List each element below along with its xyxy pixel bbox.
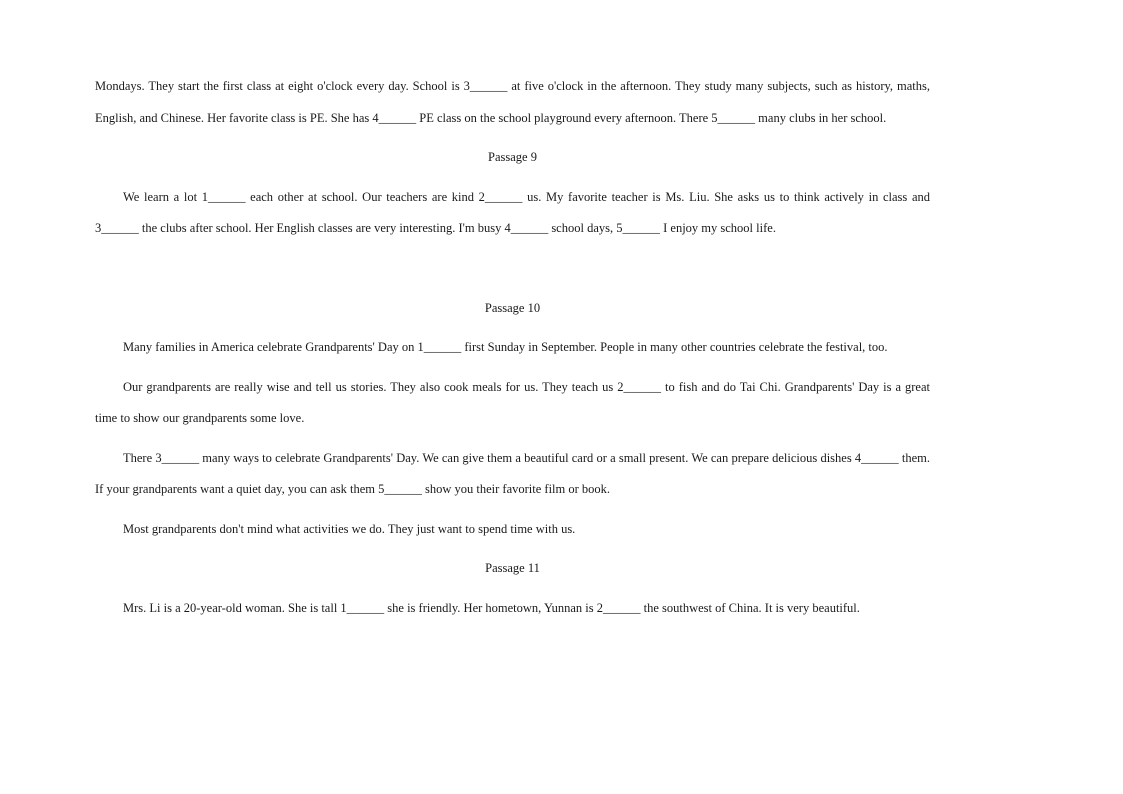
passage-9-paragraph-1: We learn a lot 1______ each other at school. Our teachers are kind 2______ us. My favorite teacher is Ms. Liu. She asks us to think actively in class and 3______ the clubs after school. Her English classes are very interesting. I'm busy 4______ school days, 5______ I enjoy my school life. [95, 189, 930, 235]
passage-9-title: Passage 9 [488, 150, 537, 164]
passage-11-paragraph-1: Mrs. Li is a 20-year-old woman. She is tall 1______ she is friendly. Her hometown, Yunnan is 2______ the southwest of China. It is very beautiful. [123, 600, 860, 615]
section-spacer [95, 253, 930, 293]
passage-11-title: Passage 11 [485, 561, 540, 575]
passage-10-paragraph-2: Our grandparents are really wise and tell us stories. They also cook meals for us. They teach us 2______ to fish and do Tai Chi. Grandparents' Day is a great time to show our grandparents some love. [95, 379, 930, 425]
passage-10-paragraph-1: Many families in America celebrate Grandparents' Day on 1______ first Sunday in September. People in many other countries celebrate the festival, too. [123, 340, 888, 354]
passage-10-paragraph-4: Most grandparents don't mind what activities we do. They just want to spend time with us. [123, 521, 576, 536]
passage-10-paragraph-3: There 3______ many ways to celebrate Grandparents' Day. We can give them a beautiful card or a small present. We can prepare delicious dishes 4______ them. If your grandparents want a quiet day, you can ask them 5______ show you their favorite film or book. [95, 450, 930, 496]
passage-8-paragraph-1: Mondays. They start the first class at eight o'clock every day. School is 3______ at five o'clock in the afternoon. They study many subjects, such as history, maths, English, and Chinese. Her favorite class is PE. She has 4______ PE class on the school playground every afternoon. There 5______ many clubs in her school. [95, 79, 930, 125]
passage-10-title: Passage 10 [484, 300, 541, 315]
document-page [95, 71, 930, 632]
